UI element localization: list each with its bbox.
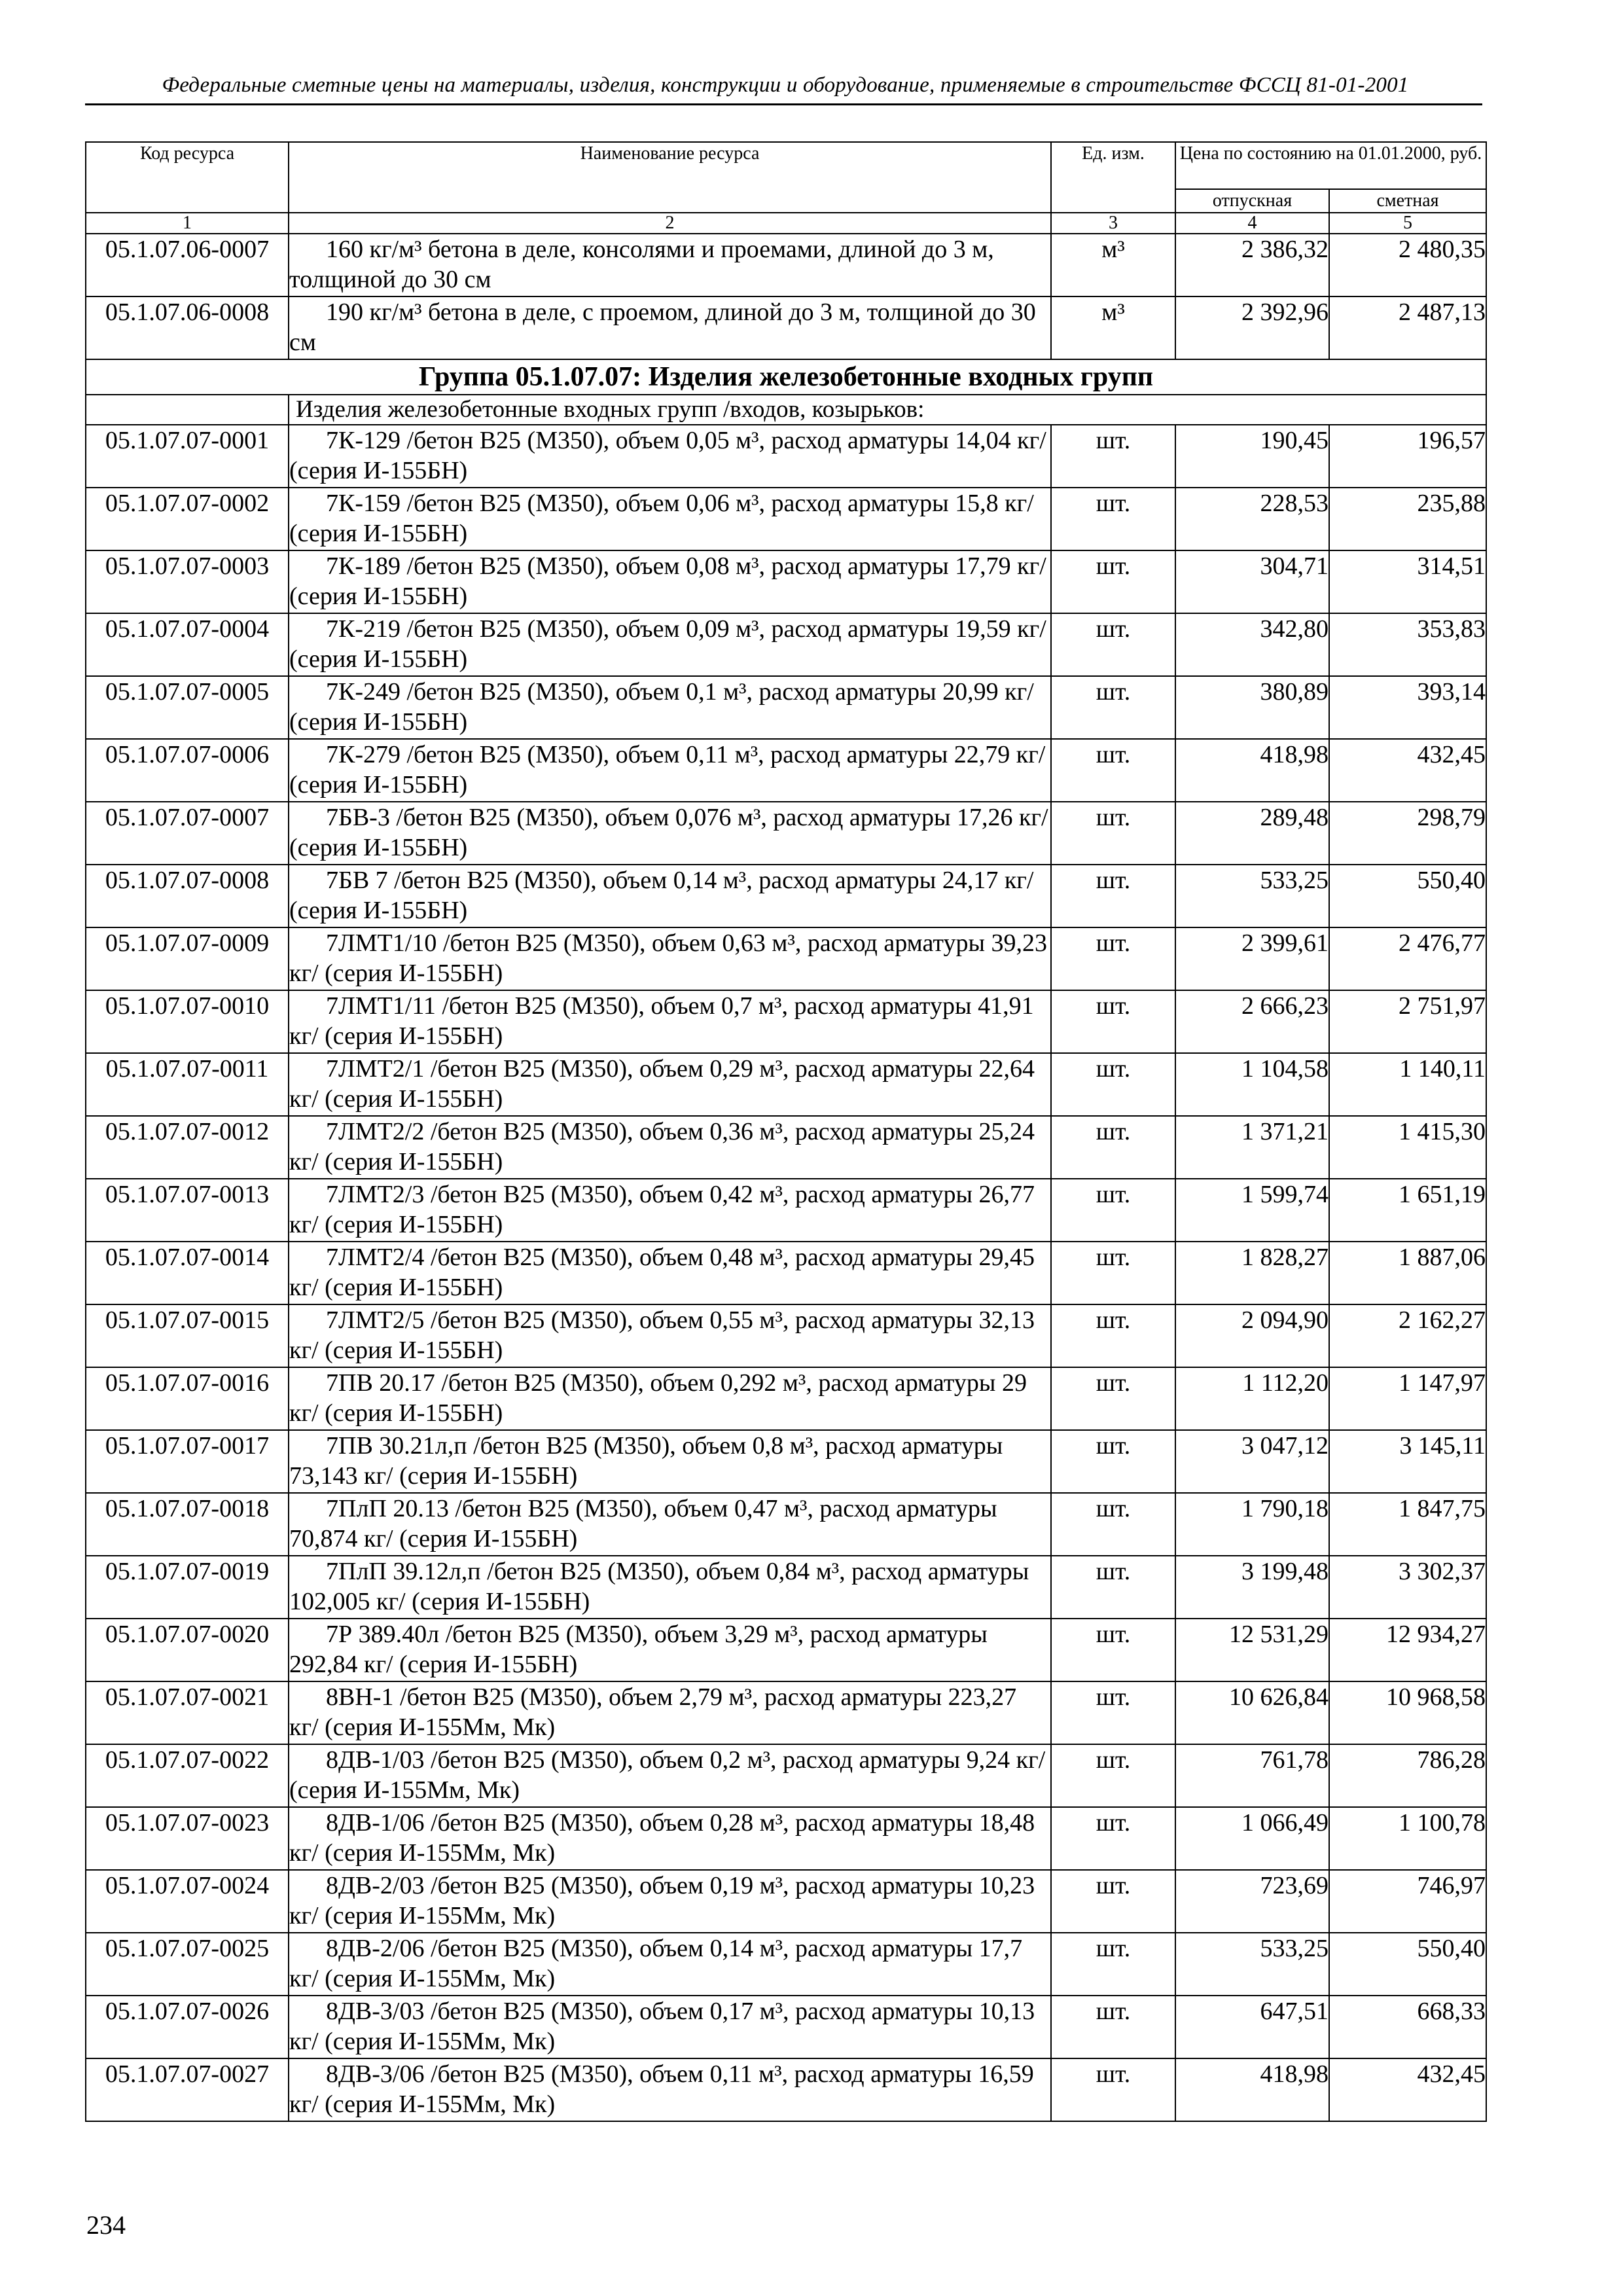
resource-name-cell [289, 676, 1051, 739]
page-number: 234 [86, 2210, 126, 2240]
table-row [86, 1367, 1486, 1430]
resource-name-cell [289, 1807, 1051, 1870]
release-price-cell: 1 371,21 [1175, 1116, 1329, 1179]
estimate-price-cell: 2 487,13 [1329, 296, 1486, 359]
col-header-code: Код ресурса [86, 142, 289, 213]
resource-name-cell [289, 2058, 1051, 2121]
resource-name-text: 7ЛМТ2/3 /бетон В25 (М350), объем 0,42 м³, расход арматуры 26,77 кг/ (серия И-155БН) [289, 1180, 1035, 1238]
estimate-price-cell: 314,51 [1329, 550, 1486, 613]
release-price-cell: 2 666,23 [1175, 990, 1329, 1053]
estimate-price-cell: 12 934,27 [1329, 1619, 1486, 1681]
release-price-cell: 380,89 [1175, 676, 1329, 739]
table-row [86, 1053, 1486, 1116]
resource-name-text: 7ПлП 20.13 /бетон В25 (М350), объем 0,47 м³, расход арматуры 70,874 кг/ (серия И-155БН) [289, 1494, 997, 1552]
resource-name-text: 7К-219 /бетон В25 (М350), объем 0,09 м³, расход арматуры 19,59 кг/ (серия И-155БН) [289, 615, 1046, 673]
unit-cell: шт. [1051, 1744, 1175, 1807]
release-price-cell: 1 790,18 [1175, 1493, 1329, 1556]
table-row [86, 1996, 1486, 2058]
col-header-unit: Ед. изм. [1051, 142, 1175, 213]
header-rule [85, 103, 1482, 105]
estimate-price-cell: 393,14 [1329, 676, 1486, 739]
table-row [86, 1493, 1486, 1556]
release-price-cell: 2 386,32 [1175, 234, 1329, 296]
resource-name-cell [289, 1053, 1051, 1116]
release-price-cell: 342,80 [1175, 613, 1329, 676]
column-number: 5 [1329, 213, 1486, 234]
resource-code-cell: 05.1.07.07-0015 [86, 1304, 289, 1367]
release-price-cell: 2 399,61 [1175, 927, 1329, 990]
table-row [86, 613, 1486, 676]
unit-cell: м³ [1051, 234, 1175, 296]
resource-name-text: 8ДВ-3/03 /бетон В25 (М350), объем 0,17 м³, расход арматуры 10,13 кг/ (серия И-155Мм, Мк) [289, 1997, 1035, 2055]
resource-code-cell: 05.1.07.07-0002 [86, 488, 289, 550]
resource-name-cell [289, 1681, 1051, 1744]
resource-name-cell [289, 1933, 1051, 1996]
resource-name-cell [289, 488, 1051, 550]
unit-cell: шт. [1051, 1556, 1175, 1619]
resource-code-cell: 05.1.07.07-0008 [86, 865, 289, 927]
resource-code-cell: 05.1.07.07-0009 [86, 927, 289, 990]
estimate-price-cell: 550,40 [1329, 1933, 1486, 1996]
table-row [86, 802, 1486, 865]
unit-cell: шт. [1051, 488, 1175, 550]
estimate-price-cell: 432,45 [1329, 739, 1486, 802]
resource-code-cell: 05.1.07.06-0008 [86, 296, 289, 359]
table-row [86, 1933, 1486, 1996]
table-row [86, 1870, 1486, 1933]
column-number: 4 [1175, 213, 1329, 234]
estimate-price-cell: 1 847,75 [1329, 1493, 1486, 1556]
table-row [86, 1681, 1486, 1744]
resource-name-text: 8ДВ-3/06 /бетон В25 (М350), объем 0,11 м³, расход арматуры 16,59 кг/ (серия И-155Мм, Мк) [289, 2060, 1034, 2118]
resource-name-cell [289, 802, 1051, 865]
unit-cell: шт. [1051, 1493, 1175, 1556]
unit-cell: шт. [1051, 865, 1175, 927]
estimate-price-cell: 3 145,11 [1329, 1430, 1486, 1493]
unit-cell: шт. [1051, 1996, 1175, 2058]
resource-code-cell: 05.1.07.07-0010 [86, 990, 289, 1053]
table-row [86, 1556, 1486, 1619]
unit-cell: шт. [1051, 676, 1175, 739]
resource-name-cell [289, 1430, 1051, 1493]
resource-name-text: 7ЛМТ2/2 /бетон В25 (М350), объем 0,36 м³, расход арматуры 25,24 кг/ (серия И-155БН) [289, 1117, 1035, 1175]
resource-name-cell [289, 1116, 1051, 1179]
estimate-price-cell: 298,79 [1329, 802, 1486, 865]
resource-name-text: 7ЛМТ1/10 /бетон В25 (М350), объем 0,63 м³, расход арматуры 39,23 кг/ (серия И-155БН) [289, 929, 1047, 987]
rows-group [86, 425, 1486, 2121]
release-price-cell: 1 828,27 [1175, 1242, 1329, 1304]
estimate-price-cell: 10 968,58 [1329, 1681, 1486, 1744]
unit-cell: шт. [1051, 1933, 1175, 1996]
unit-cell: шт. [1051, 1053, 1175, 1116]
resource-name-text: 190 кг/м³ бетона в деле, с проемом, длиной до 3 м, толщиной до 30 см [289, 298, 1036, 356]
resource-name-text: 7БВ-3 /бетон В25 (М350), объем 0,076 м³, расход арматуры 17,26 кг/ (серия И-155БН) [289, 803, 1048, 861]
resource-name-text: 7К-249 /бетон В25 (М350), объем 0,1 м³, расход арматуры 20,99 кг/ (серия И-155БН) [289, 677, 1034, 736]
resource-name-cell [289, 234, 1051, 296]
page-header: Федеральные сметные цены на материалы, изделия, конструкции и оборудование, применяемые в строительстве ФССЦ 81-01-2001 [162, 73, 1409, 97]
resource-code-cell: 05.1.07.07-0020 [86, 1619, 289, 1681]
unit-cell: шт. [1051, 1619, 1175, 1681]
estimate-price-cell: 432,45 [1329, 2058, 1486, 2121]
resource-code-cell: 05.1.07.07-0023 [86, 1807, 289, 1870]
release-price-cell: 10 626,84 [1175, 1681, 1329, 1744]
resource-name-text: 7К-279 /бетон В25 (М350), объем 0,11 м³, расход арматуры 22,79 кг/ (серия И-155БН) [289, 740, 1046, 798]
resource-name-cell [289, 739, 1051, 802]
unit-cell: шт. [1051, 1304, 1175, 1367]
resource-name-cell [289, 1870, 1051, 1933]
resource-name-cell [289, 425, 1051, 488]
resource-code-cell: 05.1.07.07-0026 [86, 1996, 289, 2058]
resource-name-text: 8ДВ-1/03 /бетон В25 (М350), объем 0,2 м³, расход арматуры 9,24 кг/ (серия И-155Мм, Мк) [289, 1746, 1046, 1804]
estimate-price-cell: 1 147,97 [1329, 1367, 1486, 1430]
table-row [86, 739, 1486, 802]
table-row [86, 1619, 1486, 1681]
rows-previous-group [86, 234, 1486, 359]
resource-code-cell: 05.1.07.06-0007 [86, 234, 289, 296]
unit-cell: шт. [1051, 739, 1175, 802]
resource-code-cell: 05.1.07.07-0001 [86, 425, 289, 488]
estimate-price-cell: 668,33 [1329, 1996, 1486, 2058]
resource-name-text: 7ПВ 30.21л,п /бетон В25 (М350), объем 0,8 м³, расход арматуры 73,143 кг/ (серия И-155БН) [289, 1431, 1003, 1490]
table-row [86, 488, 1486, 550]
estimate-price-cell: 550,40 [1329, 865, 1486, 927]
resource-name-cell [289, 990, 1051, 1053]
table-row [86, 234, 1486, 296]
estimate-price-cell: 746,97 [1329, 1870, 1486, 1933]
resource-name-text: 8ДВ-1/06 /бетон В25 (М350), объем 0,28 м³, расход арматуры 18,48 кг/ (серия И-155Мм, Мк) [289, 1808, 1035, 1867]
group-heading-row [86, 359, 1486, 395]
release-price-cell: 190,45 [1175, 425, 1329, 488]
resource-name-text: 7ЛМТ1/11 /бетон В25 (М350), объем 0,7 м³, расход арматуры 41,91 кг/ (серия И-155БН) [289, 992, 1034, 1050]
resource-code-cell: 05.1.07.07-0004 [86, 613, 289, 676]
resource-code-cell: 05.1.07.07-0006 [86, 739, 289, 802]
resource-code-cell: 05.1.07.07-0005 [86, 676, 289, 739]
resource-code-cell: 05.1.07.07-0019 [86, 1556, 289, 1619]
resource-code-cell: 05.1.07.07-0022 [86, 1744, 289, 1807]
resource-name-cell [289, 1619, 1051, 1681]
release-price-cell: 289,48 [1175, 802, 1329, 865]
table-row [86, 425, 1486, 488]
price-table [85, 141, 1487, 2122]
resource-code-cell: 05.1.07.07-0012 [86, 1116, 289, 1179]
column-number: 2 [289, 213, 1051, 234]
unit-cell: шт. [1051, 1367, 1175, 1430]
estimate-price-cell: 786,28 [1329, 1744, 1486, 1807]
resource-name-text: 8ДВ-2/06 /бетон В25 (М350), объем 0,14 м³, расход арматуры 17,7 кг/ (серия И-155Мм, Мк) [289, 1934, 1023, 1992]
unit-cell: м³ [1051, 296, 1175, 359]
release-price-cell: 533,25 [1175, 865, 1329, 927]
resource-code-cell: 05.1.07.07-0018 [86, 1493, 289, 1556]
resource-code-cell: 05.1.07.07-0027 [86, 2058, 289, 2121]
resource-name-cell [289, 865, 1051, 927]
resource-name-text: 7Р 389.40л /бетон В25 (М350), объем 3,29 м³, расход арматуры 292,84 кг/ (серия И-155БН) [289, 1620, 988, 1678]
estimate-price-cell: 1 140,11 [1329, 1053, 1486, 1116]
unit-cell: шт. [1051, 990, 1175, 1053]
release-price-cell: 3 199,48 [1175, 1556, 1329, 1619]
resource-name-text: 7ПВ 20.17 /бетон В25 (М350), объем 0,292 м³, расход арматуры 29 кг/ (серия И-155БН) [289, 1369, 1027, 1427]
release-price-cell: 418,98 [1175, 2058, 1329, 2121]
group-subheading: Изделия железобетонные входных групп /входов, козырьков: [289, 395, 1486, 425]
table-row [86, 1744, 1486, 1807]
release-price-cell: 1 599,74 [1175, 1179, 1329, 1242]
resource-name-text: 160 кг/м³ бетона в деле, консолями и проемами, длиной до 3 м, толщиной до 30 см [289, 235, 994, 293]
release-price-cell: 1 104,58 [1175, 1053, 1329, 1116]
table-row [86, 1242, 1486, 1304]
unit-cell: шт. [1051, 1870, 1175, 1933]
resource-name-text: 7БВ 7 /бетон В25 (М350), объем 0,14 м³, расход арматуры 24,17 кг/ (серия И-155БН) [289, 866, 1034, 924]
resource-code-cell: 05.1.07.07-0025 [86, 1933, 289, 1996]
unit-cell: шт. [1051, 1807, 1175, 1870]
unit-cell: шт. [1051, 1179, 1175, 1242]
release-price-cell: 228,53 [1175, 488, 1329, 550]
table-row [86, 990, 1486, 1053]
resource-name-text: 8ДВ-2/03 /бетон В25 (М350), объем 0,19 м³, расход арматуры 10,23 кг/ (серия И-155Мм, Мк) [289, 1871, 1035, 1929]
resource-name-cell [289, 1493, 1051, 1556]
release-price-cell: 761,78 [1175, 1744, 1329, 1807]
group-title: Группа 05.1.07.07: Изделия железобетонные входных групп [86, 359, 1486, 395]
resource-code-cell: 05.1.07.07-0011 [86, 1053, 289, 1116]
release-price-cell: 2 392,96 [1175, 296, 1329, 359]
subheading-row [86, 395, 1486, 425]
release-price-cell: 647,51 [1175, 1996, 1329, 2058]
resource-name-cell [289, 296, 1051, 359]
unit-cell: шт. [1051, 1242, 1175, 1304]
column-number-row [86, 213, 1486, 234]
resource-name-text: 7ПлП 39.12л,п /бетон В25 (М350), объем 0,84 м³, расход арматуры 102,005 кг/ (серия И-155БН) [289, 1557, 1029, 1615]
release-price-cell: 1 066,49 [1175, 1807, 1329, 1870]
unit-cell: шт. [1051, 425, 1175, 488]
release-price-cell: 12 531,29 [1175, 1619, 1329, 1681]
estimate-price-cell: 2 162,27 [1329, 1304, 1486, 1367]
estimate-price-cell: 1 100,78 [1329, 1807, 1486, 1870]
release-price-cell: 2 094,90 [1175, 1304, 1329, 1367]
table-row [86, 1807, 1486, 1870]
column-number: 3 [1051, 213, 1175, 234]
resource-name-cell [289, 1556, 1051, 1619]
table-row [86, 1304, 1486, 1367]
unit-cell: шт. [1051, 1681, 1175, 1744]
resource-name-cell [289, 550, 1051, 613]
resource-code-cell: 05.1.07.07-0014 [86, 1242, 289, 1304]
estimate-price-cell: 2 476,77 [1329, 927, 1486, 990]
estimate-price-cell: 2 751,97 [1329, 990, 1486, 1053]
unit-cell: шт. [1051, 550, 1175, 613]
col-header-price-group: Цена по состоянию на 01.01.2000, руб. [1175, 142, 1486, 189]
resource-code-cell: 05.1.07.07-0024 [86, 1870, 289, 1933]
resource-code-cell: 05.1.07.07-0021 [86, 1681, 289, 1744]
estimate-price-cell: 1 887,06 [1329, 1242, 1486, 1304]
table-row [86, 1179, 1486, 1242]
resource-name-cell [289, 1996, 1051, 2058]
release-price-cell: 723,69 [1175, 1870, 1329, 1933]
table-row [86, 2058, 1486, 2121]
resource-name-text: 7ЛМТ2/4 /бетон В25 (М350), объем 0,48 м³, расход арматуры 29,45 кг/ (серия И-155БН) [289, 1243, 1035, 1301]
resource-name-cell [289, 1179, 1051, 1242]
estimate-price-cell: 196,57 [1329, 425, 1486, 488]
resource-name-text: 7К-189 /бетон В25 (М350), объем 0,08 м³, расход арматуры 17,79 кг/ (серия И-155БН) [289, 552, 1046, 610]
resource-code-cell: 05.1.07.07-0003 [86, 550, 289, 613]
resource-name-cell [289, 1304, 1051, 1367]
release-price-cell: 533,25 [1175, 1933, 1329, 1996]
release-price-cell: 3 047,12 [1175, 1430, 1329, 1493]
col-header-name: Наименование ресурса [289, 142, 1051, 213]
table-row [86, 676, 1486, 739]
resource-name-cell [289, 927, 1051, 990]
column-number: 1 [86, 213, 289, 234]
resource-name-text: 8ВН-1 /бетон В25 (М350), объем 2,79 м³, расход арматуры 223,27 кг/ (серия И-155Мм, Мк) [289, 1683, 1017, 1741]
resource-name-cell [289, 1367, 1051, 1430]
estimate-price-cell: 1 651,19 [1329, 1179, 1486, 1242]
unit-cell: шт. [1051, 927, 1175, 990]
table-row [86, 1116, 1486, 1179]
resource-name-text: 7К-129 /бетон В25 (М350), объем 0,05 м³, расход арматуры 14,04 кг/ (серия И-155БН) [289, 426, 1046, 484]
table-row [86, 865, 1486, 927]
col-header-release: отпускная [1175, 189, 1329, 213]
resource-code-cell: 05.1.07.07-0013 [86, 1179, 289, 1242]
estimate-price-cell: 1 415,30 [1329, 1116, 1486, 1179]
release-price-cell: 418,98 [1175, 739, 1329, 802]
unit-cell: шт. [1051, 2058, 1175, 2121]
unit-cell: шт. [1051, 802, 1175, 865]
unit-cell: шт. [1051, 1430, 1175, 1493]
resource-name-cell [289, 613, 1051, 676]
resource-code-cell: 05.1.07.07-0016 [86, 1367, 289, 1430]
resource-name-text: 7ЛМТ2/1 /бетон В25 (М350), объем 0,29 м³, расход арматуры 22,64 кг/ (серия И-155БН) [289, 1054, 1035, 1113]
release-price-cell: 304,71 [1175, 550, 1329, 613]
resource-name-cell [289, 1744, 1051, 1807]
estimate-price-cell: 3 302,37 [1329, 1556, 1486, 1619]
release-price-cell: 1 112,20 [1175, 1367, 1329, 1430]
table-row [86, 550, 1486, 613]
estimate-price-cell: 2 480,35 [1329, 234, 1486, 296]
resource-name-text: 7ЛМТ2/5 /бетон В25 (М350), объем 0,55 м³, расход арматуры 32,13 кг/ (серия И-155БН) [289, 1306, 1035, 1364]
resource-name-cell [289, 1242, 1051, 1304]
estimate-price-cell: 353,83 [1329, 613, 1486, 676]
estimate-price-cell: 235,88 [1329, 488, 1486, 550]
table-row [86, 927, 1486, 990]
col-header-estimate: сметная [1329, 189, 1486, 213]
table-row [86, 1430, 1486, 1493]
subheading-empty-cell [86, 395, 289, 425]
unit-cell: шт. [1051, 613, 1175, 676]
resource-code-cell: 05.1.07.07-0017 [86, 1430, 289, 1493]
unit-cell: шт. [1051, 1116, 1175, 1179]
resource-code-cell: 05.1.07.07-0007 [86, 802, 289, 865]
resource-name-text: 7К-159 /бетон В25 (М350), объем 0,06 м³, расход арматуры 15,8 кг/ (серия И-155БН) [289, 489, 1034, 547]
table-row [86, 296, 1486, 359]
